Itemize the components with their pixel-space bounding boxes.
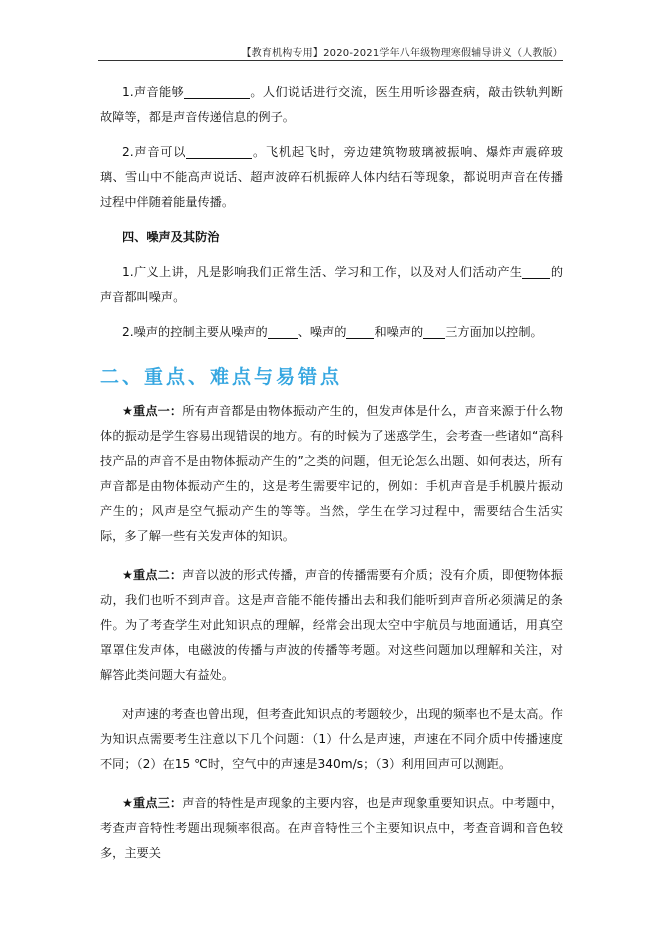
paragraph-text: 广义上讲，凡是影响我们正常生活、学习和工作，以及对人们活动产生: [133, 265, 523, 279]
paragraph-text: 声音以波的形式传播，声音的传播需要有介质；没有介质，即便物体振动，我们也听不到声音。这是声音能不能传播出去和我们能听到声音所必须满足的条件。为了考查学生对此知识点的理解，经常会出现太空中宇航员与地面通话，用真空罩罩住发声体，电磁波的传播与声波的传播等考题。对这些问题加以理解和关注，对解答此类问题大有益处。: [100, 568, 563, 682]
answer-blank: [423, 324, 445, 339]
paragraph-text: 噪声的控制主要从噪声的: [133, 325, 268, 339]
paragraph-text: 。飞机起飞时，旁边建筑物玻璃被振响、爆炸声震碎玻璃、雪山中不能高声说话、超声波碎石机振碎人体内结石等现象，都说明声音在传播过程中伴随着能量传播。: [100, 145, 564, 209]
item-number: 1.: [122, 85, 134, 99]
header-rule: [98, 60, 563, 61]
answer-blank: [186, 144, 252, 159]
answer-blank: [268, 324, 298, 339]
paragraph-noise-control: [100, 320, 563, 345]
key-point-label: ★重点一：: [122, 404, 183, 418]
item-number: 1.: [122, 265, 134, 279]
key-point-label: ★重点二：: [122, 568, 183, 582]
paragraph-text: 声音可以: [133, 145, 187, 159]
paragraph-transmit-energy: [100, 140, 563, 215]
paragraph-text: 声音能够: [133, 85, 185, 99]
item-number: 2.: [122, 145, 134, 159]
paragraph-transmit-information: [100, 80, 563, 130]
paragraph-key-point-2: [100, 563, 563, 688]
paragraph-text: 、噪声的: [297, 325, 347, 339]
paragraph-text: 声音的特性是声现象的主要内容，也是声现象重要知识点。中考题中，考查声音特性考题出现频率很高。在声音特性三个主要知识点中，考查音调和音色较多，主要关: [100, 796, 563, 860]
paragraph-text: 三方面加以控制。: [445, 325, 543, 339]
page-header: 【教育机构专用】2020-2021学年八年级物理寒假辅导讲义（人教版）: [241, 48, 563, 59]
paragraph-key-point-3: [100, 791, 563, 866]
key-point-label: ★重点三：: [122, 796, 183, 810]
paragraph-noise-definition: [100, 260, 563, 310]
paragraph-sound-speed: 对声速的考查也曾出现，但考查此知识点的考题较少，出现的频率也不是太高。作为知识点需要考生注意以下几个问题：（1）什么是声速，声速在不同介质中传播速度不同；（2）在15 ℃时，空气中的声速是340m/s；（3）利用回声可以测距。: [100, 707, 563, 771]
answer-blank: [184, 84, 250, 99]
paragraph-text: 所有声音都是由物体振动产生的，但发声体是什么，声音来源于什么物体的振动是学生容易出现错误的地方。有的时候为了迷惑学生，会考查一些诸如“高科技产品的声音不是由物体振动产生的”之类的问题，但无论怎么出题、如何表达，所有声音都是由物体振动产生的，这是考生需要牢记的，例如：手机声音是手机膜片振动产生的；风声是空气振动产生的等等。当然，学生在学习过程中，需要结合生活实际，多了解一些有关发声体的知识。: [100, 404, 563, 543]
item-number: 2.: [122, 325, 134, 339]
answer-blank: [346, 324, 374, 339]
section-heading-key-points: 二、重点、难点与易错点: [100, 366, 343, 388]
section-heading-noise: 四、噪声及其防治: [122, 230, 220, 244]
paragraph-text: 。人们说话进行交流，医生用听诊器查病，敲击铁轨判断故障等，都是声音传递信息的例子。: [100, 85, 564, 124]
answer-blank: [522, 264, 550, 279]
page-content: [100, 80, 563, 866]
paragraph-key-point-1: [100, 399, 563, 549]
paragraph-text: 的声音都叫噪声。: [100, 265, 564, 304]
paragraph-text: 和噪声的: [374, 325, 424, 339]
